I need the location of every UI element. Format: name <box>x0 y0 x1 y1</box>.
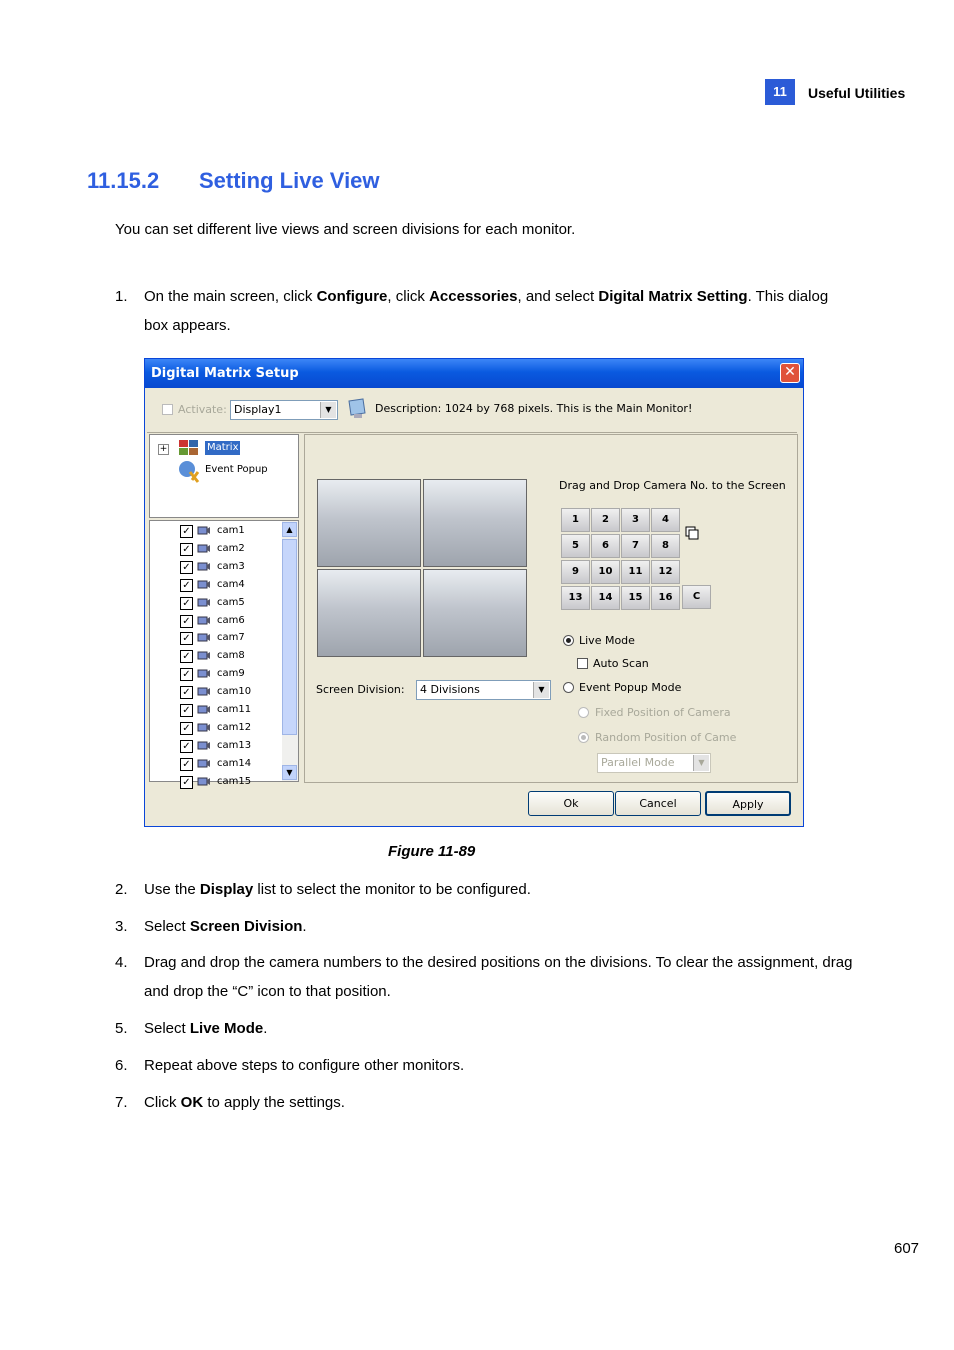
camera-icon <box>197 614 211 626</box>
live-mode-radio[interactable] <box>563 635 574 646</box>
camera-number-button[interactable]: 10 <box>591 560 620 584</box>
camera-checkbox[interactable]: ✓ <box>180 758 193 771</box>
section-number: 11.15.2 <box>87 168 160 193</box>
camera-number-button[interactable]: 1 <box>561 508 590 532</box>
close-button[interactable] <box>780 363 800 383</box>
camera-icon <box>197 721 211 733</box>
expand-icon[interactable]: + <box>159 444 168 454</box>
camera-number-button[interactable]: 12 <box>651 560 680 584</box>
chevron-down-icon: ▼ <box>320 402 336 418</box>
camera-label: cam13 <box>217 739 252 751</box>
camera-icon <box>197 667 211 679</box>
camera-icon <box>197 703 211 715</box>
camera-checkbox[interactable]: ✓ <box>180 668 193 681</box>
dialog-title: Digital Matrix Setup <box>151 366 299 381</box>
event-popup-mode-label: Event Popup Mode <box>579 681 682 694</box>
drag-drop-label: Drag and Drop Camera No. to the Screen <box>559 479 786 492</box>
camera-number-button[interactable]: 13 <box>561 586 590 610</box>
screen-division-select[interactable] <box>416 680 551 700</box>
step-text: Click OK to apply the settings. <box>144 1094 345 1111</box>
camera-icon <box>197 757 211 769</box>
monitor-icon <box>345 398 369 420</box>
screen-division-3[interactable] <box>317 569 421 657</box>
activate-checkbox[interactable] <box>162 404 173 415</box>
camera-label: cam4 <box>217 578 245 590</box>
camera-icon <box>197 631 211 643</box>
parallel-mode-value: Parallel Mode <box>601 756 675 769</box>
figure-caption: Figure 11-89 <box>388 843 476 860</box>
fixed-position-radio[interactable] <box>578 707 589 718</box>
step-number: 7. <box>115 1094 128 1111</box>
screen-division-1[interactable] <box>317 479 421 567</box>
camera-list <box>149 520 299 788</box>
camera-icon <box>197 649 211 661</box>
camera-label: cam9 <box>217 668 245 680</box>
activate-label: Activate: <box>178 403 227 416</box>
camera-checkbox[interactable]: ✓ <box>180 686 193 699</box>
step-2 <box>115 875 855 904</box>
copy-icon[interactable] <box>685 526 699 540</box>
camera-checkbox[interactable]: ✓ <box>180 632 193 645</box>
chevron-down-icon: ▼ <box>533 682 549 698</box>
step-6 <box>115 1051 855 1080</box>
step-text: Use the Display list to select the monitor to be configured. <box>144 881 531 898</box>
section-title: Setting Live View <box>199 168 380 193</box>
step-number: 6. <box>115 1057 128 1074</box>
scrollbar-thumb[interactable] <box>282 539 297 735</box>
camera-checkbox[interactable]: ✓ <box>180 704 193 717</box>
step-number: 1. <box>115 288 128 305</box>
intro-paragraph: You can set different live views and screen divisions for each monitor. <box>115 221 576 238</box>
camera-icon <box>197 524 211 536</box>
step-3 <box>115 912 855 941</box>
close-icon: ✕ <box>784 364 796 380</box>
camera-label: cam5 <box>217 596 245 608</box>
event-popup-mode-radio[interactable] <box>563 682 574 693</box>
step-number: 4. <box>115 954 128 971</box>
camera-checkbox[interactable]: ✓ <box>180 525 193 538</box>
step-5 <box>115 1014 855 1043</box>
step-text: On the main screen, click Configure, click Accessories, and select Digital Matrix Setting. This dialog box appears. <box>144 288 829 334</box>
matrix-icon <box>178 439 200 457</box>
camera-checkbox[interactable]: ✓ <box>180 543 193 556</box>
step-text: Drag and drop the camera numbers to the desired positions on the divisions. To clear the assignment, drag and drop the “C” icon to that position. <box>144 954 853 1000</box>
camera-number-button[interactable]: 8 <box>651 534 680 558</box>
camera-icon <box>197 739 211 751</box>
scrollbar[interactable] <box>282 521 298 781</box>
auto-scan-checkbox[interactable] <box>577 658 588 669</box>
camera-number-button[interactable]: 3 <box>621 508 650 532</box>
camera-icon <box>197 542 211 554</box>
camera-icon <box>197 775 211 787</box>
random-position-radio[interactable] <box>578 732 589 743</box>
digital-matrix-setup-dialog <box>144 358 804 827</box>
step-1 <box>115 282 855 340</box>
step-text: Select Screen Division. <box>144 918 307 935</box>
camera-checkbox[interactable]: ✓ <box>180 615 193 628</box>
camera-icon <box>197 596 211 608</box>
screen-division-value: 4 Divisions <box>420 683 480 696</box>
screen-division-2[interactable] <box>423 479 527 567</box>
camera-number-button[interactable]: 5 <box>561 534 590 558</box>
step-text: Select Live Mode. <box>144 1020 268 1037</box>
chapter-title: Useful Utilities <box>808 85 906 101</box>
live-mode-label: Live Mode <box>579 634 635 647</box>
camera-label: cam1 <box>217 525 245 536</box>
screen-division-label: Screen Division: <box>316 683 405 696</box>
camera-label: cam8 <box>217 650 245 662</box>
step-number: 2. <box>115 881 128 898</box>
step-7 <box>115 1088 855 1117</box>
camera-number-button[interactable]: 9 <box>561 560 590 584</box>
camera-checkbox[interactable]: ✓ <box>180 597 193 610</box>
monitor-description: Description: 1024 by 768 pixels. This is the Main Monitor! <box>375 402 693 415</box>
camera-icon <box>197 560 211 572</box>
tree-item-matrix[interactable]: Matrix <box>207 442 239 453</box>
camera-label: cam3 <box>217 560 245 572</box>
scroll-up-icon[interactable]: ▲ <box>282 522 297 537</box>
display-select[interactable] <box>230 400 338 420</box>
step-number: 3. <box>115 918 128 935</box>
dialog-title-bar[interactable] <box>145 359 803 388</box>
display-value: Display1 <box>234 403 282 416</box>
ok-button[interactable]: Ok <box>528 791 614 816</box>
camera-label: cam11 <box>217 704 252 715</box>
camera-number-button[interactable]: 6 <box>591 534 620 558</box>
camera-number-button[interactable]: 7 <box>621 534 650 558</box>
camera-label: cam7 <box>217 632 245 644</box>
camera-checkbox[interactable]: ✓ <box>180 650 193 663</box>
step-number: 5. <box>115 1020 128 1037</box>
camera-label: cam6 <box>217 614 245 626</box>
parallel-mode-select[interactable] <box>597 753 711 773</box>
matrix-tree <box>149 434 299 518</box>
random-position-label: Random Position of Came <box>595 731 737 744</box>
camera-checkbox[interactable]: ✓ <box>180 776 193 789</box>
camera-number-button[interactable]: 11 <box>621 560 650 584</box>
chevron-down-icon: ▼ <box>693 755 709 771</box>
auto-scan-label: Auto Scan <box>593 657 649 670</box>
camera-label: cam2 <box>217 542 245 554</box>
camera-checkbox[interactable]: ✓ <box>180 722 193 735</box>
camera-number-button[interactable]: 4 <box>651 508 680 532</box>
chapter-number-badge: 11 <box>765 79 795 105</box>
camera-number-button[interactable]: 14 <box>591 586 620 610</box>
divider <box>147 432 797 433</box>
camera-label: cam10 <box>217 686 252 698</box>
screen-division-4[interactable] <box>423 569 527 657</box>
camera-number-button[interactable]: 2 <box>591 508 620 532</box>
step-text: Repeat above steps to configure other monitors. <box>144 1057 465 1074</box>
camera-checkbox[interactable]: ✓ <box>180 740 193 753</box>
event-popup-icon <box>178 460 202 484</box>
fixed-position-label: Fixed Position of Camera <box>595 706 731 719</box>
camera-label: cam14 <box>217 757 252 769</box>
camera-label: cam15 <box>217 775 252 787</box>
camera-checkbox[interactable]: ✓ <box>180 579 193 592</box>
camera-number-button[interactable]: 15 <box>621 586 650 610</box>
section-heading <box>87 168 380 194</box>
cancel-button[interactable]: Cancel <box>615 791 701 816</box>
page-number: 607 <box>894 1240 920 1257</box>
apply-button[interactable]: Apply <box>705 791 791 816</box>
clear-camera-button[interactable]: C <box>682 585 711 609</box>
camera-label: cam12 <box>217 721 252 733</box>
camera-icon <box>197 578 211 590</box>
tree-item-event-popup[interactable]: Event Popup <box>205 464 268 475</box>
scroll-down-icon[interactable]: ▼ <box>282 765 297 780</box>
camera-number-button[interactable]: 16 <box>651 586 680 610</box>
camera-checkbox[interactable]: ✓ <box>180 561 193 574</box>
step-4 <box>115 948 855 1006</box>
camera-icon <box>197 685 211 697</box>
